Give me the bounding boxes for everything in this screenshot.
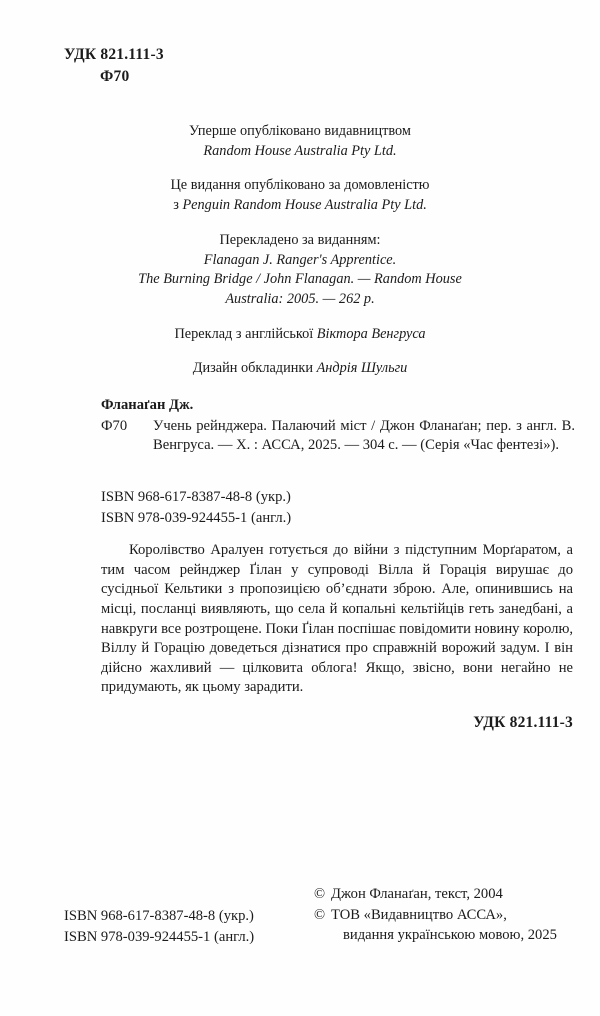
copyright-icon-2: ©	[314, 906, 326, 923]
licence-label: Це видання опубліковано за домовленістю	[170, 177, 430, 194]
biblio-author: Фланаґан Дж.	[101, 397, 194, 413]
footer-block	[0, 884, 600, 964]
translator-name: Віктора Венгруса	[316, 325, 426, 342]
copyright-line-publisher	[314, 905, 557, 926]
source-edition-line-2: The Burning Bridge / John Flanagan. — Random House	[138, 271, 462, 288]
licence-publisher-line	[0, 196, 600, 216]
isbn-english-lower: ISBN 978-039-924455-1 (англ.)	[64, 928, 255, 945]
designer-name: Андрія Шульги	[316, 360, 408, 377]
shelf-mark-top: Ф70	[100, 68, 130, 86]
udc-classification-bottom: УДК 821.111-3	[473, 714, 573, 731]
licence-publisher: Penguin Random House Australia Pty Ltd.	[182, 197, 427, 214]
translator-label: Переклад з англійської	[174, 325, 317, 342]
source-edition-line-3: Australia: 2005. — 262 p.	[225, 291, 375, 308]
annotation-text: Королівство Аралуен готується до війни з підступним Морґаратом, а тим часом рейнджер Ґілан у супроводі Вілла й Горація вирушає до сусідньої Кельтики з пропозицією об’єднати зброю. Але, опинившись на місці, посланці виявляють, що села й копальні кельтійців геть занедбані, а навкруги все розтрощене. Поки Ґілан поспішає повідомити новину королю, Віллу й Горацію доведеться дізнатися про справжній ворожий задум. І він дійсно жахливий — цілковита облога! Якщо, звісно, вони негайно не придумають, як цьому зарадити.	[101, 542, 573, 696]
biblio-shelf-mark: Ф70	[101, 417, 128, 434]
udc-classification-top	[64, 44, 164, 89]
source-edition-group	[0, 231, 600, 310]
translated-from-label: Перекладено за виданням:	[219, 231, 381, 248]
isbn-list-upper	[101, 487, 291, 528]
first-published-label: Уперше опубліковано видавництвом	[189, 123, 411, 139]
bibliographic-record	[101, 396, 575, 455]
copyright-publisher-text: ТОВ «Видавництво АССА»,	[331, 906, 507, 923]
isbn-english-upper: ISBN 978-039-924455-1 (англ.)	[101, 509, 292, 526]
source-edition-line-1: Flanagan J. Ranger's Apprentice.	[203, 251, 397, 268]
udc-code-top: УДК 821.111-3	[64, 46, 164, 63]
biblio-description: Учень рейнджера. Палаючий міст / Джон Фланаґан; пер. з англ. В. Венгруса. — Х. : АССА, 2025. — 304 с. — (Серія «Час фентезі»).	[153, 417, 575, 453]
copyright-line-author	[314, 884, 557, 905]
first-published-publisher: Random House Australia Pty Ltd.	[203, 142, 397, 159]
copyright-block	[314, 884, 557, 946]
translator-credit	[0, 325, 600, 345]
biblio-description-line	[101, 417, 575, 455]
licence-publisher-prefix: з	[173, 197, 183, 214]
first-publication-group	[0, 122, 600, 161]
imprint-block	[0, 122, 600, 379]
licence-group	[0, 176, 600, 215]
isbn-ukrainian-upper: ISBN 968-617-8387-48-8 (укр.)	[101, 489, 291, 505]
designer-label: Дизайн обкладинки	[192, 360, 317, 377]
copyright-author-text: Джон Фланаґан, текст, 2004	[331, 886, 503, 902]
isbn-ukrainian-lower: ISBN 968-617-8387-48-8 (укр.)	[64, 908, 254, 924]
copyright-icon: ©	[314, 886, 326, 902]
isbn-list-lower	[64, 906, 254, 947]
copyright-publisher-continuation: видання українською мовою, 2025	[343, 927, 557, 944]
cover-designer-credit	[0, 359, 600, 379]
